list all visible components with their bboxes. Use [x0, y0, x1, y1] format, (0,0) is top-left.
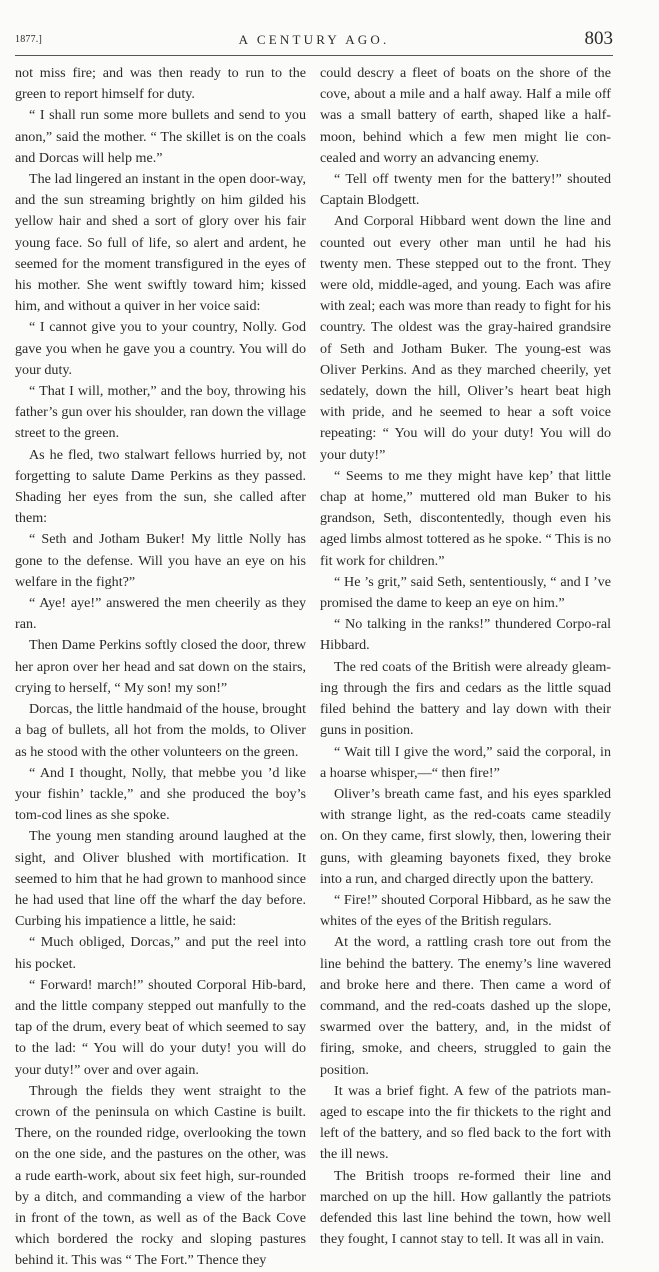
paragraph: And Corporal Hibbard went down the line and counted out every other man until he had his twenty men. These stepped out to the front. They were old, middle-aged, and young. Each was afire with zeal; each was more than ready to fight for his country. The oldest was the gray-haired grandsire of Seth and Jotham Buker. The young-est was Oliver Perkins. And as they marched cheerily, yet sedately, down the hill, Oliver’s heart beat high with pride, and he seemed to hear a soft voice repeating: “ You will do your duty! You will do your duty!” — [320, 213, 611, 463]
page-number: 803 — [584, 28, 613, 49]
paragraph: Dorcas, the little handmaid of the house, brought a bag of bullets, all hot from the molds, to Oliver as he stood with the other volunteers on the green. — [15, 701, 306, 760]
paragraph: “ Aye! aye!” answered the men cheerily as they ran. — [15, 595, 306, 633]
paragraph: “ Wait till I give the word,” said the corporal, in a hoarse whisper,—“ then fire!” — [320, 743, 611, 781]
paragraph: could descry a fleet of boats on the shore of the cove, about a mile and a half away. Half a mile off was a small battery of earth, shaped like a half-moon, behind which a few men might lie con-cealed and worry an advancing enemy. — [320, 65, 611, 166]
paragraph: It was a brief fight. A few of the patriots man-aged to escape into the fir thickets to the right and left of the battery, and so fled back to the fort with the ill news. — [320, 1082, 611, 1163]
paragraph: “ That I will, mother,” and the boy, throwing his father’s gun over his shoulder, ran down the village street to the green. — [15, 383, 306, 442]
paragraph: “ I shall run some more bullets and send to you anon,” said the mother. “ The skillet is on the coals and Dorcas will help me.” — [15, 107, 306, 166]
paragraph: “ Seems to me they might have kep’ that little chap at home,” muttered old man Buker to his grandson, Seth, discontentedly, though even his aged limbs almost tottered as he spoke. “ This is no fit work for children.” — [320, 467, 611, 569]
paragraph: “ I cannot give you to your country, Nolly. God gave you when he gave you a country. You will do your duty. — [15, 319, 306, 378]
paragraph: The lad lingered an instant in the open door-way, and the sun streaming brightly on him gilded his yellow hair and shed a sort of glory over his fair young face. So full of life, so alert and ardent, he seemed for the moment transfigured in the eyes of his mother. She went swiftly toward him; kissed him, and without a quiver in her voice said: — [15, 171, 306, 315]
paragraph: “ And I thought, Nolly, that mebbe you ’d like your fishin’ tackle,” and she produced the boy’s tom-cod lines as she spoke. — [15, 764, 306, 824]
paragraph: At the word, a rattling crash tore out from the line behind the battery. The enemy’s line wavered and broke here and there. Then came a word of command, and the red-coats dashed up the slope, swarmed over the battery, and, in the midst of firing, smoke, and cheers, struggled to gain the position. — [320, 934, 611, 1078]
paragraph: Through the fields they went straight to the crown of the peninsula on which Castine is built. There, on the rounded ridge, overlooking the town on the one side, and the pastures on the other, was a rude earth-work, about six feet high, sur-rounded by a ditch, and commanding a view of the harbor in front of the town, as well as of the Back Cove which bordered the rocky and sloping pastures behind it. This was “ The Fort.” Thence they — [15, 1082, 306, 1269]
header-date: 1877.] — [15, 34, 43, 45]
left-column — [15, 63, 306, 1272]
paragraph: The British troops re-formed their line and marched on up the hill. How gallantly the patriots defended this last line behind the town, how well they fought, I cannot stay to tell. It was all in vain. — [320, 1167, 611, 1248]
paragraph: The young men standing around laughed at the sight, and Oliver blushed with mortification. It seemed to him that he had grown to manhood since he had used that line off the wharf the day before. Curbing his impatience a little, he said: — [15, 828, 306, 930]
header-title: A CENTURY AGO. — [238, 32, 390, 47]
paragraph: “ Fire!” shouted Corporal Hibbard, as he saw the whites of the eyes of the British regulars. — [320, 891, 611, 930]
paragraph: “ Forward! march!” shouted Corporal Hib-bard, and the little company stepped out manfully to the tap of the drum, every beat of which seemed to say to the lad: “ You will do your duty! you will do your duty!” over and over again. — [15, 976, 306, 1078]
paragraph: “ He ’s grit,” said Seth, sententiously, “ and I ’ve promised the dame to keep an eye on him.” — [320, 573, 611, 612]
running-header — [15, 30, 613, 50]
header-rule — [15, 55, 613, 56]
paragraph: “ Tell off twenty men for the battery!” shouted Captain Blodgett. — [320, 171, 611, 209]
paragraph: The red coats of the British were already gleam-ing through the firs and cedars as the little squad filed behind the battery and lay down with their guns in position. — [320, 658, 611, 739]
paragraph: Then Dame Perkins softly closed the door, threw her apron over her head and sat down on the stairs, crying to herself, “ My son! my son!” — [15, 637, 306, 696]
paragraph: not miss fire; and was then ready to run to the green to report himself for duty. — [15, 65, 306, 103]
paragraph: “ Seth and Jotham Buker! My little Nolly has gone to the defense. Will you have an eye on his welfare in the fight?” — [15, 531, 306, 590]
paragraph: “ No talking in the ranks!” thundered Corpo-ral Hibbard. — [320, 616, 611, 654]
right-column — [320, 63, 611, 1250]
paragraph: As he fled, two stalwart fellows hurried by, not forgetting to salute Dame Perkins as they passed. Shading her eyes from the sun, she called after them: — [15, 446, 306, 527]
paragraph: “ Much obliged, Dorcas,” and put the reel into his pocket. — [15, 934, 306, 972]
paragraph: Oliver’s breath came fast, and his eyes sparkled with strange light, as the red-coats came steadily on. On they came, first slowly, then, lowering their guns, with gleaming bayonets fixed, they broke into a run, and charged directly upon the battery. — [320, 785, 611, 887]
